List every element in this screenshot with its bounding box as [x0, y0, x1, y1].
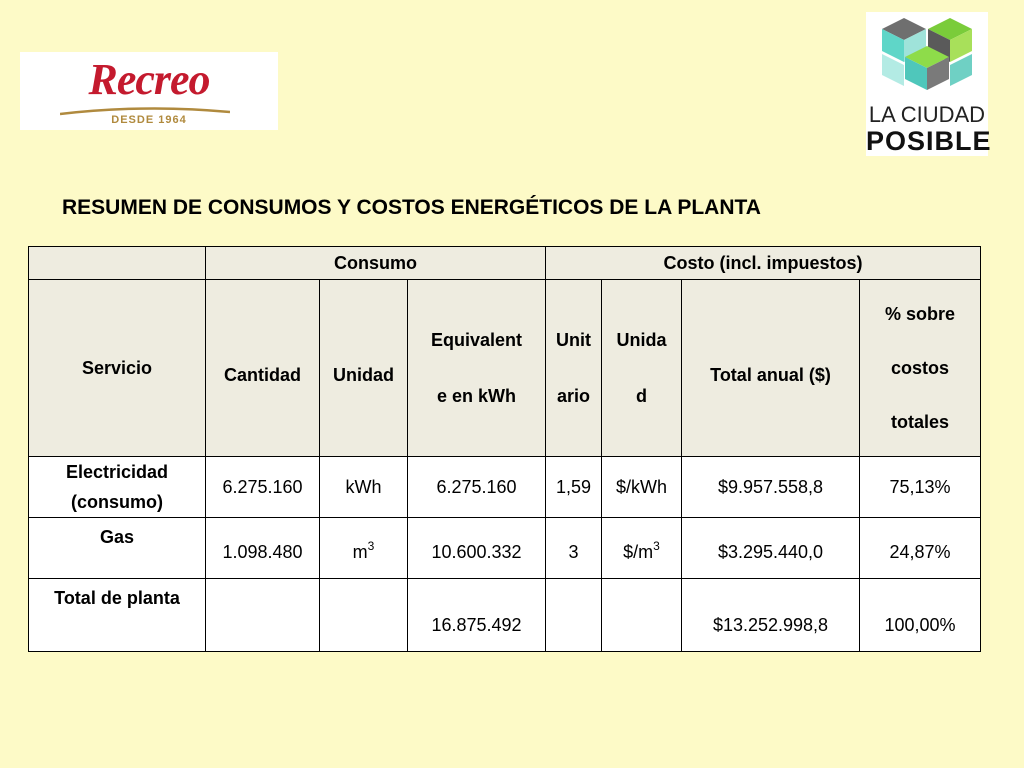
col-servicio-label: Servicio — [81, 357, 153, 378]
col-porcentaje-label-2: costos — [890, 357, 950, 378]
col-porcentaje-label-3: totales — [890, 411, 950, 432]
col-servicio — [29, 280, 206, 457]
col-total-anual-label: Total anual ($) — [710, 364, 831, 385]
energy-summary-table — [28, 246, 981, 652]
cell-unidad-costo-exponent: 3 — [653, 538, 660, 553]
cell-porcentaje: 100,00% — [860, 579, 981, 652]
group-header-row — [29, 247, 981, 280]
column-header-row — [29, 280, 981, 457]
col-equivalente — [408, 280, 546, 457]
cell-unidad-costo — [602, 579, 682, 652]
cell-unidad — [320, 579, 408, 652]
col-unidad-costo-label-2: d — [636, 385, 647, 406]
cell-equivalente: 16.875.492 — [408, 579, 546, 652]
cell-unidad-costo: $/kWh — [602, 457, 682, 518]
col-unitario — [546, 280, 602, 457]
cell-unidad-base: m — [352, 541, 368, 562]
col-unitario-label-2: ario — [556, 385, 590, 406]
cell-servicio-line1: Electricidad — [65, 462, 169, 482]
cell-unidad-costo-base: $/m — [623, 541, 654, 562]
col-total-anual — [682, 280, 860, 457]
cell-porcentaje: 75,13% — [860, 457, 981, 518]
cell-cantidad: 6.275.160 — [206, 457, 320, 518]
col-cantidad-label: Cantidad — [223, 364, 301, 385]
header-costo: Costo (incl. impuestos) — [546, 247, 981, 280]
cell-total-anual: $9.957.558,8 — [682, 457, 860, 518]
col-porcentaje-label-1: % sobre — [884, 303, 956, 324]
cell-servicio — [29, 457, 206, 518]
col-unidad-costo — [602, 280, 682, 457]
table-row-gas — [29, 518, 981, 579]
cell-unitario — [546, 579, 602, 652]
col-unitario-label-1: Unit — [556, 329, 591, 350]
cubes-icon — [882, 16, 974, 100]
table-row-total — [29, 579, 981, 652]
cell-cantidad — [206, 579, 320, 652]
table-row-electricidad — [29, 457, 981, 518]
header-consumo: Consumo — [206, 247, 546, 280]
cell-unidad-exponent: 3 — [367, 538, 375, 553]
cell-unitario: 3 — [546, 518, 602, 579]
page-title: RESUMEN DE CONSUMOS Y COSTOS ENERGÉTICOS DE LA PLANTA — [62, 196, 761, 219]
cell-unidad-costo — [602, 518, 682, 579]
cell-cantidad: 1.098.480 — [206, 518, 320, 579]
cell-servicio: Total de planta — [29, 579, 206, 652]
la-ciudad-posible-line1: LA CIUDAD — [868, 102, 986, 127]
col-porcentaje — [860, 280, 981, 457]
recreo-logo — [20, 52, 278, 130]
cell-unidad — [320, 518, 408, 579]
cell-unitario: 1,59 — [546, 457, 602, 518]
cell-unidad: kWh — [320, 457, 408, 518]
col-unidad-costo-label-1: Unida — [616, 329, 667, 350]
cell-total-anual: $3.295.440,0 — [682, 518, 860, 579]
recreo-logo-tagline: DESDE 1964 — [111, 114, 187, 126]
cell-servicio: Gas — [29, 518, 206, 579]
recreo-logo-wordmark: Recreo — [88, 55, 210, 104]
cell-total-anual: $13.252.998,8 — [682, 579, 860, 652]
col-cantidad — [206, 280, 320, 457]
la-ciudad-posible-line2: POSIBLE — [866, 126, 992, 156]
cell-equivalente: 10.600.332 — [408, 518, 546, 579]
header-empty-cell — [29, 247, 206, 280]
cell-equivalente: 6.275.160 — [408, 457, 546, 518]
cell-porcentaje: 24,87% — [860, 518, 981, 579]
col-unidad — [320, 280, 408, 457]
la-ciudad-posible-logo — [866, 12, 992, 156]
col-equivalente-label-1: Equivalent — [430, 329, 523, 350]
cell-servicio-line2: (consumo) — [71, 492, 163, 512]
col-unidad-label: Unidad — [333, 364, 394, 385]
col-equivalente-label-2: e en kWh — [436, 385, 516, 406]
